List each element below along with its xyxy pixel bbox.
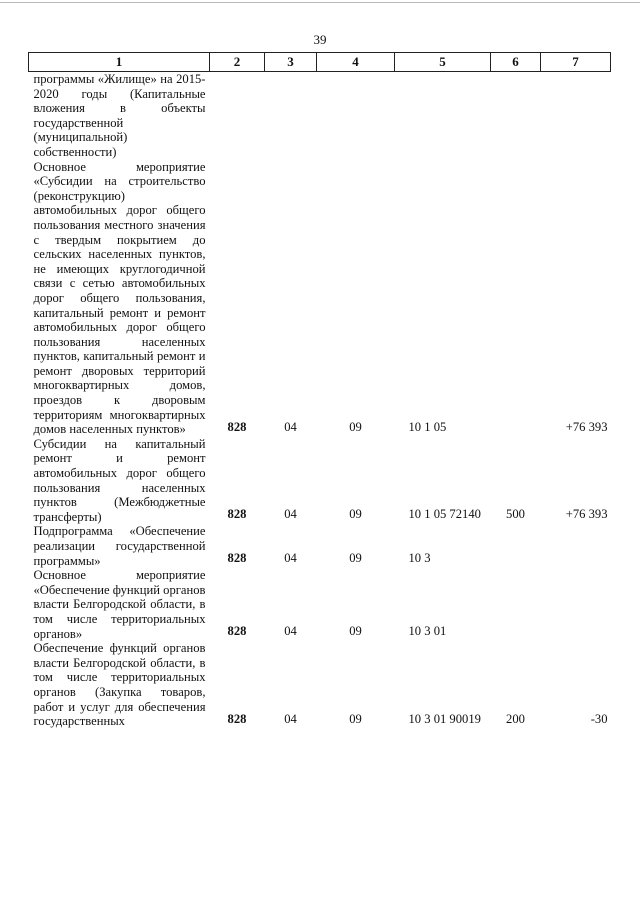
column-header: 1 [29,53,210,72]
row-target-code [395,72,491,160]
row-expense-type: 200 [506,711,525,726]
row-description: Субсидии на капитальный ремонт и ремонт автомобильных дорог общего пользования населенных пунктов (Межбюджетные трансферты) [33,436,206,524]
row-expense-type [491,524,541,568]
table-header-row [29,53,611,72]
row-section: 04 [284,551,297,566]
row-subsection: 09 [349,624,362,639]
table-row [29,524,611,568]
row-subsection: 09 [349,551,362,566]
row-subsection: 09 [349,419,362,434]
row-description: программы «Жилище» на 2015-2020 годы (Капитальные вложения в объекты государственной (муниципальной) собственности) [33,72,206,159]
table-row [29,641,611,729]
column-header: 3 [265,53,317,72]
row-amount [541,524,611,568]
row-amount: +76 393 [565,419,608,434]
row-target-code: 10 3 01 [408,624,447,639]
row-admin-code: 828 [227,507,247,522]
column-header: 6 [491,53,541,72]
row-subsection: 09 [349,507,362,522]
row-target-code: 10 1 05 72140 [408,507,481,522]
column-header: 2 [210,53,265,72]
row-amount [541,72,611,160]
row-description: Основное мероприятие «Субсидии на строительство (реконструкцию) автомобильных дорог общего пользования местного значения с твердым покрытием до сельских населенных пунктов, не имеющих круглогодичной связи с сетью автомобильных дорог общего пользования, капитальный ремонт и ремонт автомобильных дорог общего пользования населенных пунктов, капитальный ремонт и ремонт дворовых территорий многоквартирных домов, проездов к дворовым территориям многоквартирных домов населенных пунктов» [33,159,206,437]
row-target-code: 10 3 01 90019 [408,711,481,726]
table-row [29,437,611,525]
row-subsection: 09 [349,711,362,726]
row-admin-code: 828 [227,551,247,566]
row-expense-type [491,160,541,437]
row-section: 04 [284,624,297,639]
budget-table [28,52,611,729]
row-admin-code: 828 [227,419,247,434]
row-admin-code: 828 [227,711,247,726]
row-description: Основное мероприятие «Обеспечение функций органов власти Белгородской области, в том числе территориальных органов» [33,568,206,641]
row-description: Подпрограмма «Обеспечение реализации государственной программы» [33,524,206,568]
column-header: 4 [317,53,395,72]
row-amount: +76 393 [565,507,608,522]
row-description: Обеспечение функций органов власти Белгородской области, в том числе территориальных органов (Закупка товаров, работ и услуг для обеспечения государственных [33,641,206,729]
row-expense-type [491,568,541,641]
row-expense-type: 500 [506,507,525,522]
row-target-code: 10 1 05 [408,419,447,434]
row-amount [541,568,611,641]
row-target-code: 10 3 [408,551,431,566]
row-amount: -30 [590,711,608,726]
row-expense-type [491,72,541,160]
row-admin-code [210,72,265,160]
row-section: 04 [284,507,297,522]
scan-edge-line [0,2,640,3]
column-header: 7 [541,53,611,72]
table-row [29,568,611,641]
row-subsection [317,72,395,160]
row-admin-code: 828 [227,624,247,639]
row-section: 04 [284,711,297,726]
page-number: 39 [313,32,327,47]
table-row [29,72,611,160]
row-section: 04 [284,419,297,434]
table-row [29,160,611,437]
column-header: 5 [395,53,491,72]
row-section [265,72,317,160]
